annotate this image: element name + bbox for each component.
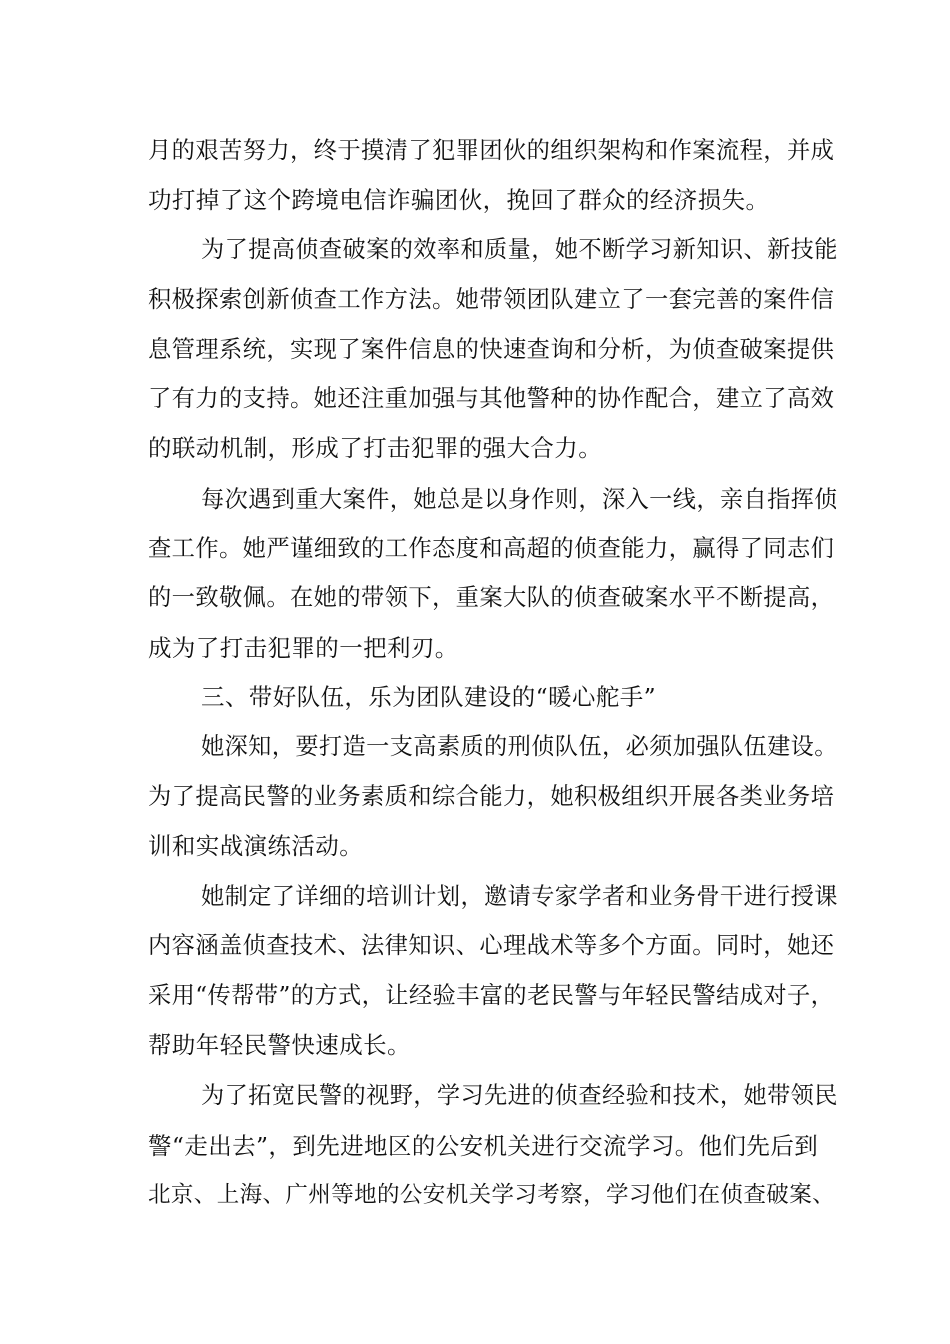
body-text-line: 的联动机制，形成了打击犯罪的强大合力。 xyxy=(148,434,603,462)
paragraph-first-line: 每次遇到重大案件，她总是以身作则，深入一线，亲自指挥侦 xyxy=(201,486,838,513)
paragraph-first-line: 为了拓宽民警的视野，学习先进的侦查经验和技术，她带领民 xyxy=(201,1082,838,1109)
body-text-line: 息管理系统，实现了案件信息的快速查询和分析，为侦查破案提供 xyxy=(148,336,835,363)
body-text-line: 为了提高民警的业务素质和综合能力，她积极组织开展各类业务培 xyxy=(148,783,835,810)
body-text-line: 成为了打击犯罪的一把利刃。 xyxy=(148,634,459,662)
body-text-line: 积极探索创新侦查工作方法。她带领团队建立了一套完善的案件信 xyxy=(148,286,835,313)
body-text-line: 帮助年轻民警快速成长。 xyxy=(148,1031,411,1059)
body-text-line: 北京、上海、广州等地的公安机关学习考察，学习他们在侦查破案、 xyxy=(148,1182,836,1208)
body-text-line: 月的艰苦努力，终于摸清了犯罪团伙的组织架构和作案流程，并成 xyxy=(148,137,835,164)
body-text-line: 训和实战演练活动。 xyxy=(148,832,364,860)
body-text-line: 了有力的支持。她还注重加强与其他警种的协作配合，建立了高效 xyxy=(148,385,835,412)
body-text-line: 警“走出去”，到先进地区的公安机关进行交流学习。他们先后到 xyxy=(148,1132,819,1160)
paragraph-first-line: 她深知，要打造一支高素质的刑侦队伍，必须加强队伍建设。 xyxy=(201,733,838,760)
section-heading: 三、带好队伍，乐为团队建设的“暖心舵手” xyxy=(201,683,657,711)
body-text-line: 功打掉了这个跨境电信诈骗团伙，挽回了群众的经济损失。 xyxy=(148,186,770,214)
body-text-line: 内容涵盖侦查技术、法律知识、心理战术等多个方面。同时，她还 xyxy=(148,932,835,959)
paragraph-first-line: 为了提高侦查破案的效率和质量，她不断学习新知识、新技能 xyxy=(201,236,838,263)
body-text-line: 查工作。她严谨细致的工作态度和高超的侦查能力，赢得了同志们 xyxy=(148,535,835,562)
body-text-line: 的一致敬佩。在她的带领下，重案大队的侦查破案水平不断提高， xyxy=(148,584,835,611)
body-text-line: 采用“传帮带”的方式，让经验丰富的老民警与年轻民警结成对子， xyxy=(148,982,835,1009)
paragraph-first-line: 她制定了详细的培训计划，邀请专家学者和业务骨干进行授课 xyxy=(201,883,838,910)
